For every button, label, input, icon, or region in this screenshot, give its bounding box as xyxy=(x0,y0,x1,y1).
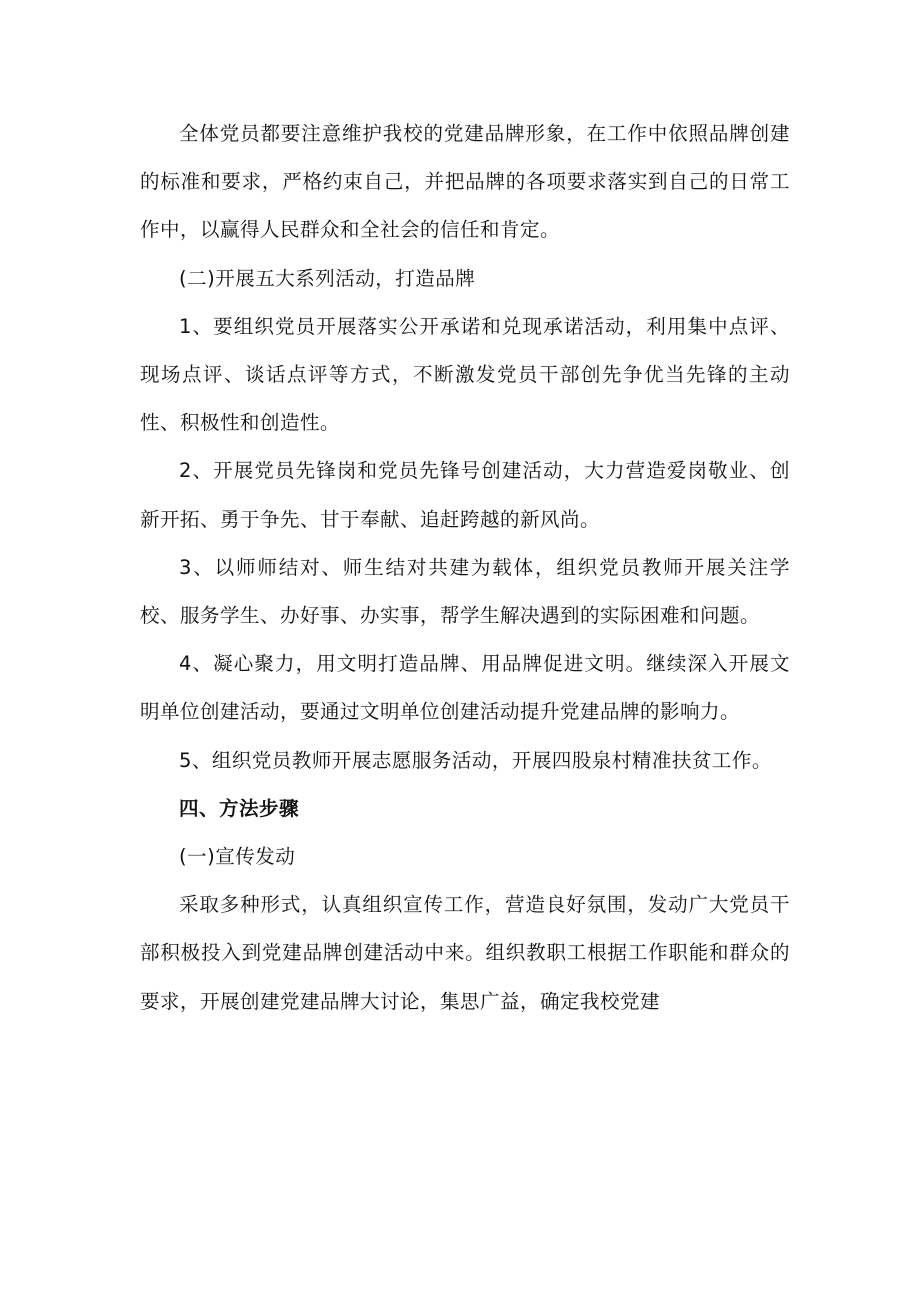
section-heading-five-activities: (二)开展五大系列活动，打造品牌 xyxy=(179,266,476,290)
list-item-5: 5、组织党员教师开展志愿服务活动，开展四股泉村精准扶贫工作。 xyxy=(179,748,772,772)
paragraph-publicity: 采取多种形式，认真组织宣传工作，营造良好氛围，发动广大党员干部积极投入到党建品牌创建活动中来。组织教职工根据工作职能和群众的要求，开展创建党建品牌大讨论，集思广益，确定我校党建 xyxy=(140,893,790,1013)
document-body xyxy=(140,110,790,1026)
paragraph-party-image: 全体党员都要注意维护我校的党建品牌形象，在工作中依照品牌创建的标准和要求，严格约束自己，并把品牌的各项要求落实到自己的日常工作中，以赢得人民群众和全社会的信任和肯定。 xyxy=(140,122,790,242)
list-item-4: 4、凝心聚力，用文明打造品牌、用品牌促进文明。继续深入开展文明单位创建活动，要通过文明单位创建活动提升党建品牌的影响力。 xyxy=(140,652,790,724)
subsection-heading-publicity: (一)宣传发动 xyxy=(179,845,296,869)
list-item-2: 2、开展党员先锋岗和党员先锋号创建活动，大力营造爱岗敬业、创新开拓、勇于争先、甘于奉献、追赶跨越的新风尚。 xyxy=(140,459,790,531)
section-heading-methods: 四、方法步骤 xyxy=(179,796,300,820)
list-item-3: 3、以师师结对、师生结对共建为载体，组织党员教师开展关注学校、服务学生、办好事、办实事，帮学生解决遇到的实际困难和问题。 xyxy=(140,555,790,628)
list-item-1: 1、要组织党员开展落实公开承诺和兑现承诺活动，利用集中点评、现场点评、谈话点评等方式，不断激发党员干部创先争优当先锋的主动性、积极性和创造性。 xyxy=(140,314,790,435)
